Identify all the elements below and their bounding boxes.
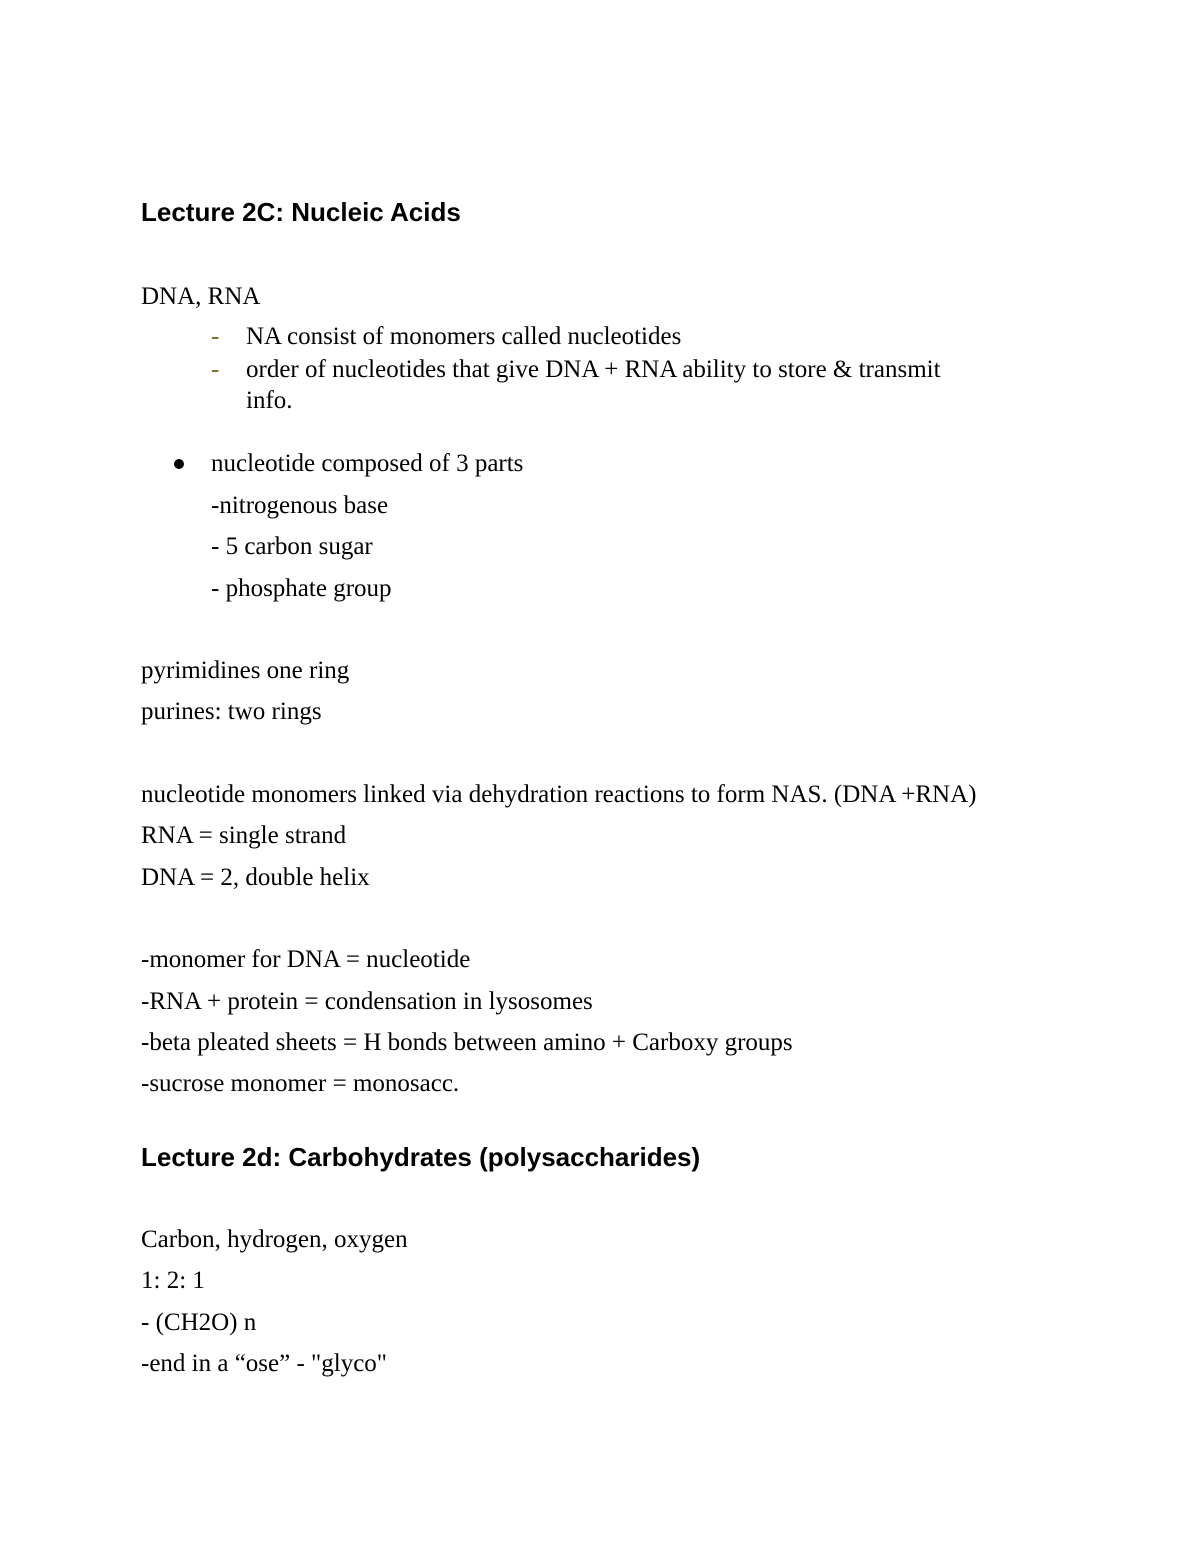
bullet-icon — [174, 459, 184, 469]
carb-line: Carbon, hydrogen, oxygen — [141, 1226, 408, 1253]
bullet-subpart: - 5 carbon sugar — [211, 533, 373, 560]
linking-line: nucleotide monomers linked via dehydration reactions to form NAS. (DNA +RNA) — [141, 781, 977, 808]
note-line: -RNA + protein = condensation in lysosomes — [141, 988, 593, 1015]
note-line: -beta pleated sheets = H bonds between amino + Carboxy groups — [141, 1029, 793, 1056]
note-line: -sucrose monomer = monosacc. — [141, 1070, 460, 1097]
dash-item-continuation: info. — [246, 387, 293, 414]
dash-marker: - — [211, 356, 220, 383]
bullet-item: nucleotide composed of 3 parts — [211, 450, 524, 477]
linking-line: RNA = single strand — [141, 822, 347, 849]
ring-line: purines: two rings — [141, 698, 322, 725]
dash-item: order of nucleotides that give DNA + RNA ability to store & transmit — [246, 356, 941, 383]
bullet-subpart: - phosphate group — [211, 575, 392, 602]
note-line: -monomer for DNA = nucleotide — [141, 946, 471, 973]
dash-marker: - — [211, 323, 220, 350]
intro-line: DNA, RNA — [141, 283, 261, 310]
linking-line: DNA = 2, double helix — [141, 864, 370, 891]
dash-item: NA consist of monomers called nucleotides — [246, 323, 682, 350]
section-title-carbohydrates: Lecture 2d: Carbohydrates (polysaccharides) — [141, 1142, 701, 1172]
carb-line: -end in a “ose” - "glyco" — [141, 1350, 388, 1377]
ring-line: pyrimidines one ring — [141, 657, 350, 684]
carb-line: - (CH2O) n — [141, 1309, 257, 1336]
section-title-nucleic-acids: Lecture 2C: Nucleic Acids — [141, 197, 461, 227]
carb-line: 1: 2: 1 — [141, 1267, 205, 1294]
bullet-subpart: -nitrogenous base — [211, 492, 389, 519]
